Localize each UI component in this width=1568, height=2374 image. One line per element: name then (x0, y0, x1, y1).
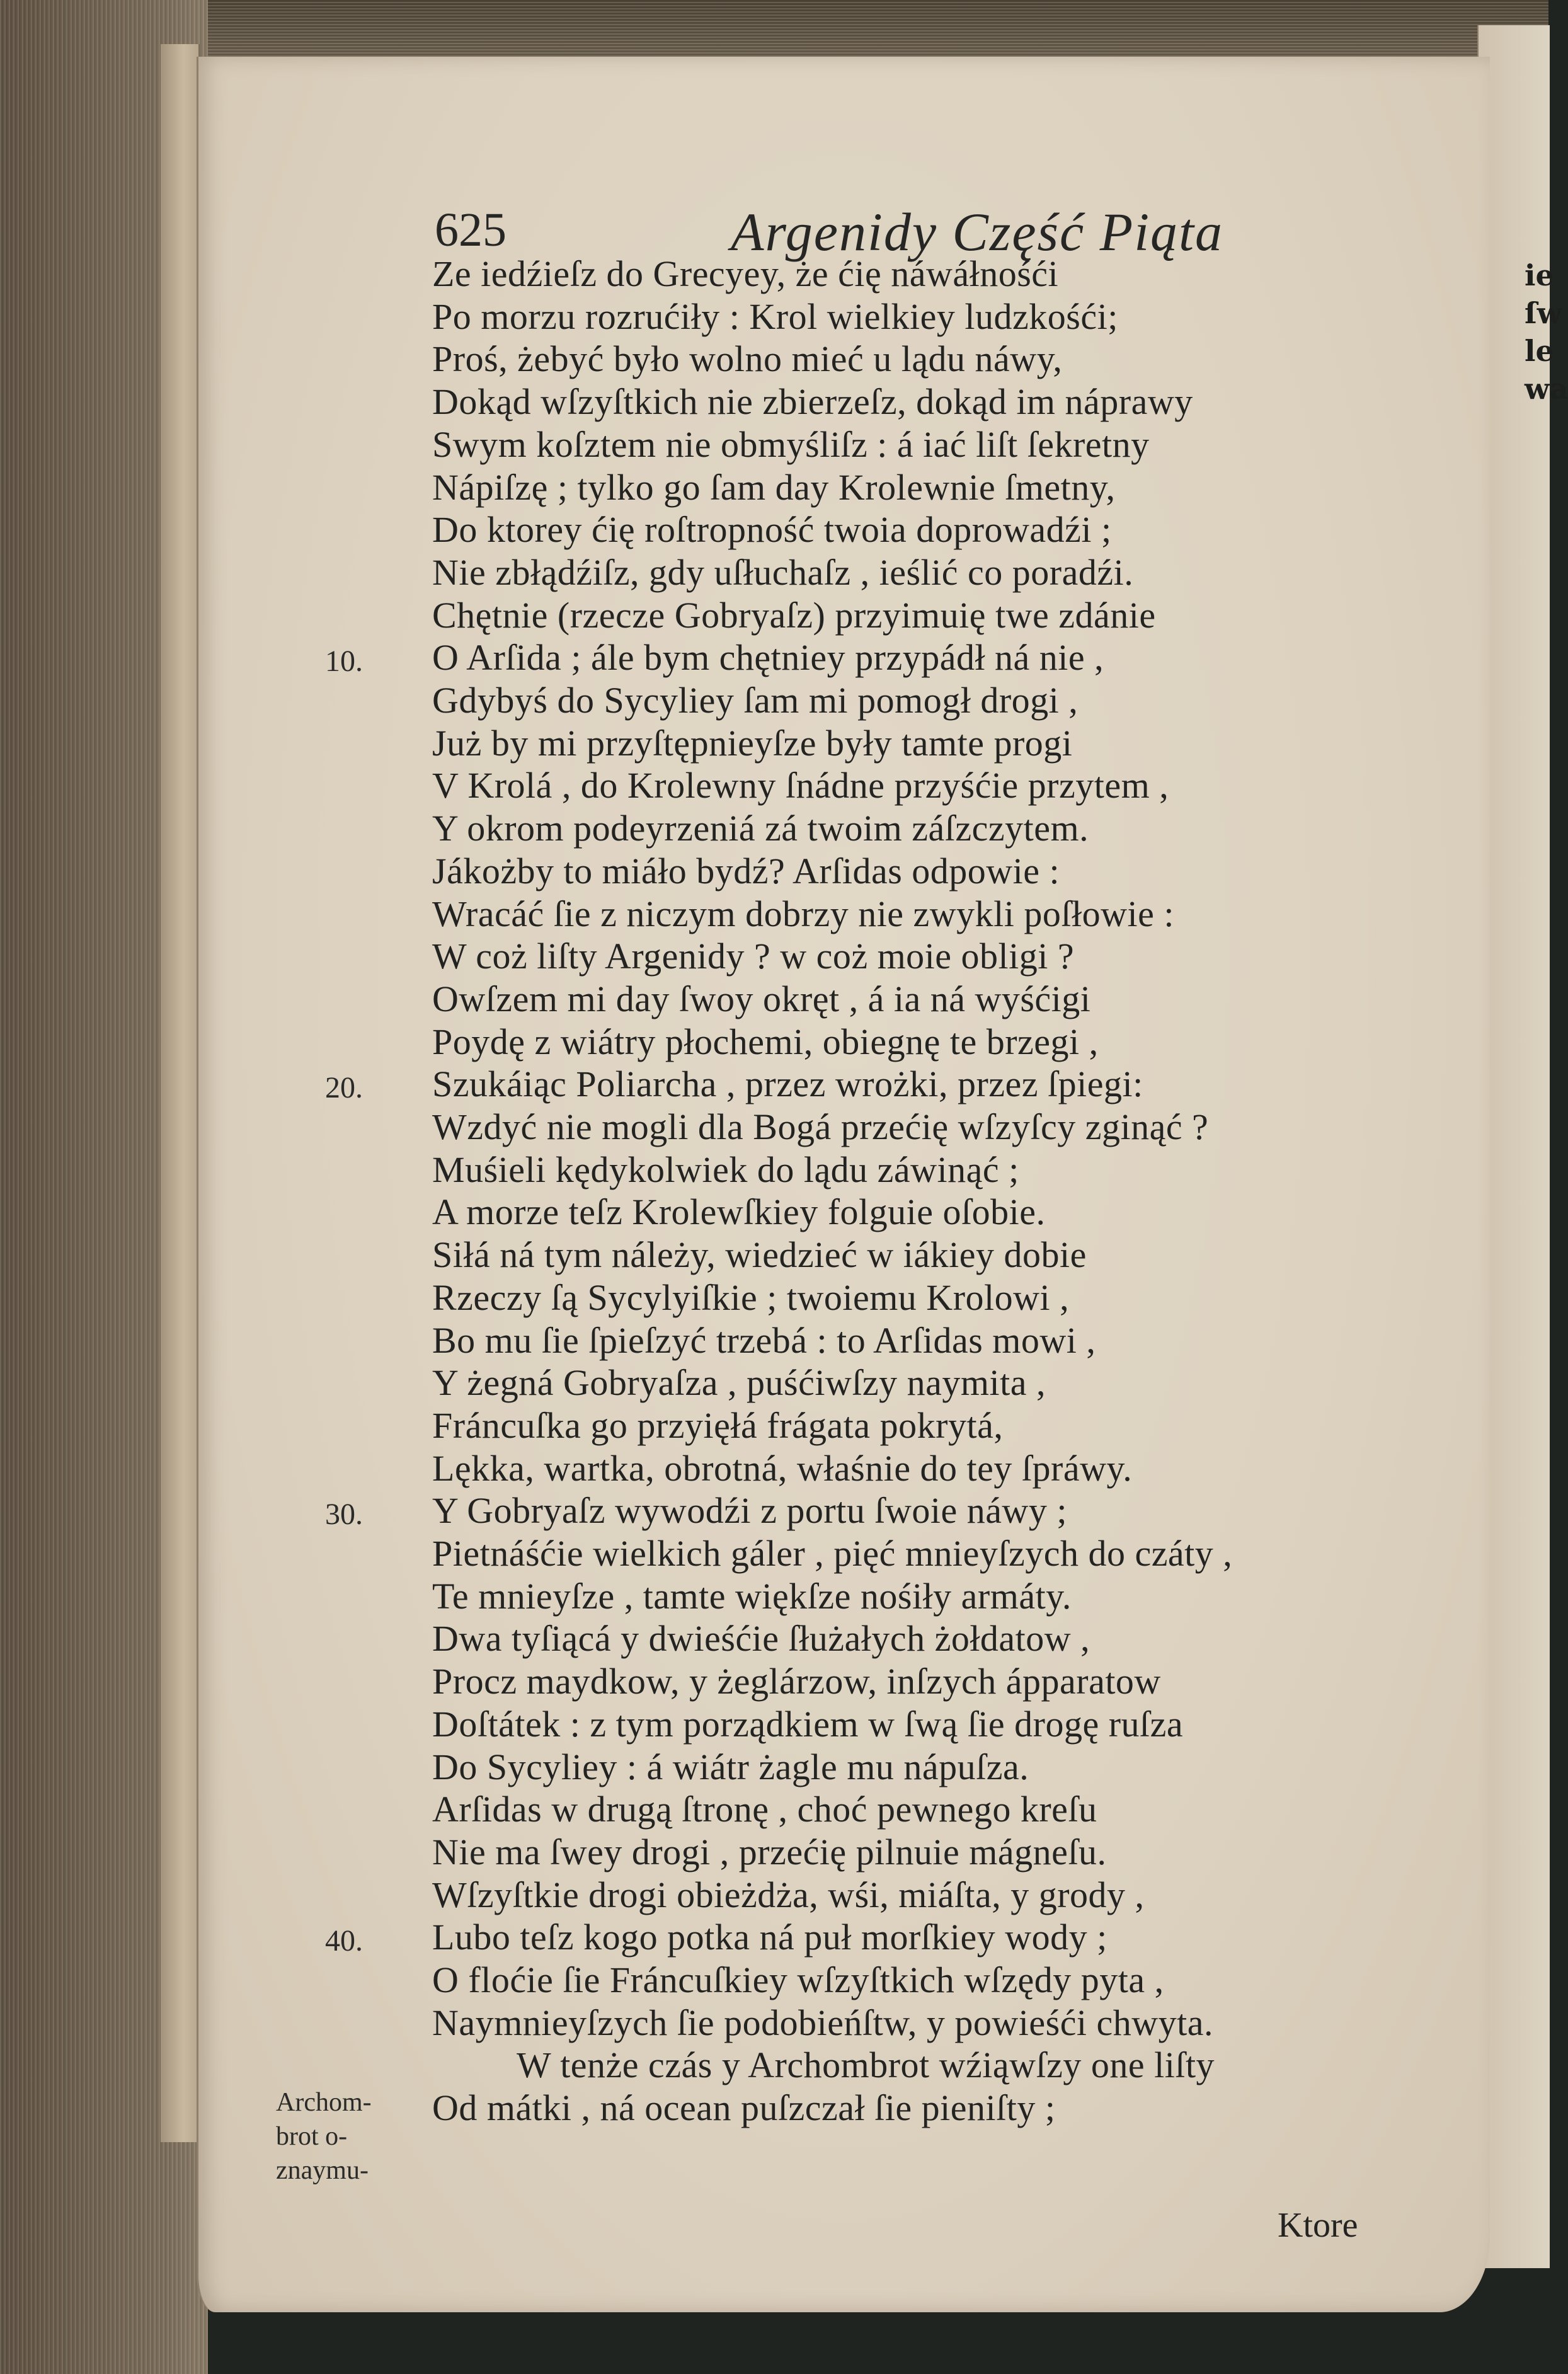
verse-line: Dokąd wſzyſtkich nie zbierzeſz, dokąd im náprawy (432, 381, 1193, 423)
verse-line: Poydę z wiátry płochemi, obiegnę te brzegi , (432, 1021, 1099, 1062)
verse-line: Chętnie (rzecze Gobryaſz) przyimuię twe zdánie (432, 594, 1156, 636)
line-number: 10. (325, 645, 363, 679)
verse-line: Rzeczy ſą Sycylyiſkie ; twoiemu Krolowi , (432, 1276, 1070, 1318)
verse-line: A morze teſz Krolewſkiey folguie oſobie. (432, 1191, 1046, 1233)
verse-line: Y żegná Gobryaſza , puśćiwſzy naymita , (432, 1362, 1046, 1404)
verse-line: O Arſida ; ále bym chętniey przypádł ná nie , (432, 637, 1104, 679)
verse-line: Do ktorey ćię roſtropność twoia doprowadźi ; (432, 509, 1112, 551)
verse-line: Po morzu rozrućiły : Krol wielkiey ludzkośći; (432, 295, 1118, 337)
verse-line: Y okrom podeyrzeniá zá twoim záſzczytem. (432, 808, 1089, 849)
facing-page-fragment: wa (1525, 372, 1568, 406)
marginal-note-line: znaymu- (276, 2156, 369, 2185)
verse-line: Nápiſzę ; tylko go ſam day Krolewnie ſmetny, (432, 466, 1116, 508)
verse-line: Nie ma ſwey drogi , przećię pilnuie mágneſu. (432, 1831, 1107, 1872)
verse-line: Wracáć ſie z niczym dobrzy nie zwykli poſłowie : (432, 893, 1174, 934)
verse-line: Doſtátek : z tym porządkiem w ſwą ſie drogę ruſza (432, 1703, 1184, 1745)
verse-line: Naymnieyſzych ſie podobieńſtw, y powieśći chwyta. (432, 2002, 1214, 2043)
verse-line: Już by mi przyſtępnieyſze były tamte progi (432, 722, 1073, 764)
verse-line: Proś, żebyć było wolno mieć u lądu náwy, (432, 338, 1063, 380)
verse-line: Procz maydkow, y żeglárzow, inſzych ápparatow (432, 1661, 1161, 1702)
facing-page-fragment: le (1525, 334, 1554, 368)
page-header (435, 203, 1291, 260)
verse-line: Lękka, wartka, obrotná, właśnie do tey ſpráwy. (432, 1447, 1133, 1489)
book-top-edge (0, 0, 1548, 57)
verse-line: Jákożby to miáło bydź? Arſidas odpowie : (432, 850, 1060, 892)
marginal-note (276, 2085, 427, 2188)
verse-line: Bo mu ſie ſpieſzyć trzebá : to Arſidas mowi , (432, 1319, 1096, 1361)
verse-line: Do Sycyliey : á wiátr żagle mu nápuſza. (432, 1746, 1029, 1787)
verse-line: Wzdyć nie mogli dla Bogá przećię wſzyſcy zginąć ? (432, 1106, 1209, 1147)
catchword: Ktore (1278, 2206, 1358, 2245)
verse-line: O floćie ſie Fráncuſkiey wſzyſtkich wſzędy pyta , (432, 1959, 1164, 2000)
verse-line: W tenże czás y Archombrot wźiąwſzy one liſty (517, 2044, 1215, 2086)
verse-line: Ze iedźieſz do Grecyey, że ćię náwáłnośći (432, 253, 1059, 294)
verse-line: Szukáiąc Poliarcha , przez wrożki, przez ſpiegi: (432, 1064, 1143, 1105)
verse-line: Nie zbłądźiſz, gdy uſłuchaſz , ieślić co poradźi. (432, 551, 1134, 593)
verse-line: Muśieli kędykolwiek do lądu záwinąć ; (432, 1149, 1019, 1190)
line-number: 40. (325, 1924, 363, 1958)
verse-line: Lubo teſz kogo potka ná puł morſkiey wody ; (432, 1917, 1107, 1958)
line-number: 30. (325, 1498, 363, 1532)
verse-line: Pietnáśćie wielkich gáler , pięć mnieyſzych do czáty , (432, 1533, 1233, 1574)
verse-line: Gdybyś do Sycyliey ſam mi pomogł drogi , (432, 680, 1079, 721)
page-edges (161, 44, 200, 2142)
verse-line: Y Gobryaſz wywodźi z portu ſwoie náwy ; (432, 1490, 1067, 1532)
verse-line: V Krolá , do Krolewny ſnádne przyśćie przytem , (432, 765, 1169, 806)
verse-line: Swym koſztem nie obmyśliſz : á iać liſt ſekretny (432, 423, 1150, 465)
verse-line: Fráncuſka go przyięłá frágata pokrytá, (432, 1404, 1004, 1446)
verse-line: Te mnieyſze , tamte więkſze nośiły armáty. (432, 1575, 1072, 1617)
verse-line: Wſzyſtkie drogi obieżdża, wśi, miáſta, y grody , (432, 1874, 1145, 1915)
verse-line: Siłá ná tym náleży, wiedzieć w iákiey dobie (432, 1234, 1087, 1276)
line-number: 20. (325, 1071, 363, 1105)
verse-line: Od mátki , ná ocean puſzczał ſie pieniſty ; (432, 2087, 1056, 2129)
running-title: Argenidy Część Piąta (731, 202, 1224, 262)
marginal-note-line: Archom- (276, 2088, 372, 2117)
marginal-note-line: brot o- (276, 2122, 348, 2151)
verse-line: Owſzem mi day ſwoy okręt , á ia ná wyśćigi (432, 978, 1091, 1019)
verse-line: W coż liſty Argenidy ? w coż moie obligi ? (432, 936, 1075, 977)
verse-line: Arſidas w drugą ſtronę , choć pewnego kreſu (432, 1789, 1097, 1830)
facing-page-fragment: ſw (1525, 296, 1562, 330)
page-number: 625 (435, 204, 506, 256)
facing-page-fragment: ie (1525, 258, 1554, 292)
verse-line: Dwa tyſiącá y dwieśćie ſłużałych żołdatow , (432, 1618, 1090, 1660)
